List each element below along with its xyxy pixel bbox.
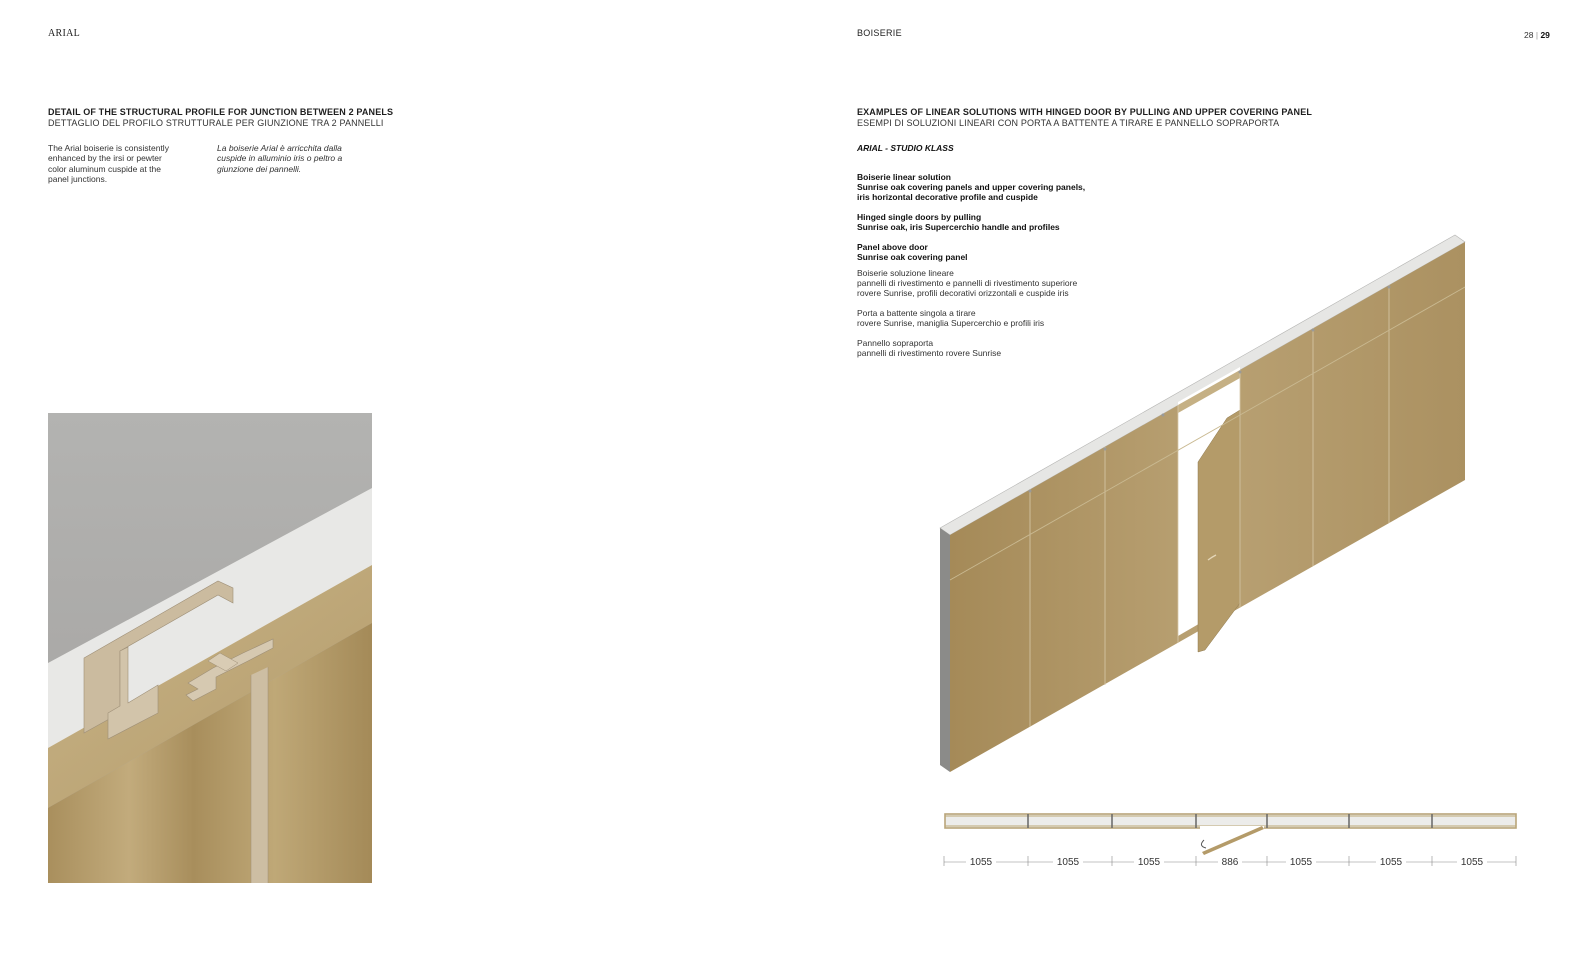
dimension-label: 1055 [1137,857,1161,868]
body-en-line: The Arial boiserie is consistently [48,143,169,153]
dimension-label: 1055 [969,857,993,868]
left-body-en [48,143,208,184]
spec-line: Sunrise oak, iris Supercerchio handle and profiles [857,222,1060,232]
spec-line: Panel above door [857,242,928,252]
left-title-en: DETAIL OF THE STRUCTURAL PROFILE FOR JUNCTION BETWEEN 2 PANELS [48,107,394,117]
plan-door-handle [1201,840,1206,848]
page-number-left: 28 [1524,30,1534,40]
page-number-right: 29 [1540,30,1550,40]
body-en-line: color aluminum cuspide at the [48,163,161,174]
project-name: ARIAL - STUDIO KLASS [857,143,954,153]
left-title-it: DETTAGLIO DEL PROFILO STRUTTURALE PER GIUNZIONE TRA 2 PANNELLI [48,118,384,128]
dimension-label: 886 [1221,857,1239,868]
spec-line: pannelli di rivestimento e pannelli di rivestimento superiore [857,278,1078,288]
body-it-line: La boiserie Arial è arricchita dalla [217,143,342,153]
dimension-label: 1055 [1289,857,1313,868]
spec-line: rovere Sunrise, maniglia Supercerchio e profili iris [857,318,1045,328]
right-title-it: ESEMPI DI SOLUZIONI LINEARI CON PORTA A BATTENTE A TIRARE E PANNELLO SOPRAPORTA [857,118,1280,128]
spec-line: Boiserie linear solution [857,172,951,182]
plan-view [940,808,1520,870]
dimension-label: 1055 [1056,857,1080,868]
plan-door-leaf [1202,826,1264,855]
brand-name: ARIAL [48,28,81,39]
body-it-line: giunzione dei pannelli. [217,163,302,174]
spec-line: Pannello sopraporta [857,338,934,348]
spec-block [857,172,1085,202]
spec-line: Sunrise oak covering panels and upper covering panels, [857,182,1086,192]
right-title-en: EXAMPLES OF LINEAR SOLUTIONS WITH HINGED DOOR BY PULLING AND UPPER COVERING PANEL [857,107,1313,117]
spec-line: iris horizontal decorative profile and cuspide [857,192,1038,202]
left-body-it [217,143,387,174]
wall-side-edge [940,528,950,772]
spec-line: Boiserie soluzione lineare [857,268,954,278]
isometric-wall-illustration [930,225,1475,780]
dimension-label: 1055 [1379,857,1403,868]
page-numbers: 28 | 29 [1524,30,1550,40]
vertical-cuspide [251,667,268,883]
body-en-line: enhanced by the irsi or pewter [48,153,162,164]
right-heading [857,107,1312,129]
spec-line: Sunrise oak covering panel [857,252,968,262]
left-heading [48,107,393,129]
body-it-line: cuspide in alluminio iris o peltro a [217,153,343,164]
body-en-line: panel junctions. [48,173,108,184]
dimension-label: 1055 [1460,857,1484,868]
section-title: BOISERIE [857,28,902,38]
spec-line: Hinged single doors by pulling [857,212,982,222]
junction-detail-illustration [48,413,372,883]
spec-line: Porta a battente singola a tirare [857,308,976,318]
spec-line: rovere Sunrise, profili decorativi orizzontali e cuspide iris [857,288,1069,298]
spec-line: pannelli di rivestimento rovere Sunrise [857,348,1002,358]
